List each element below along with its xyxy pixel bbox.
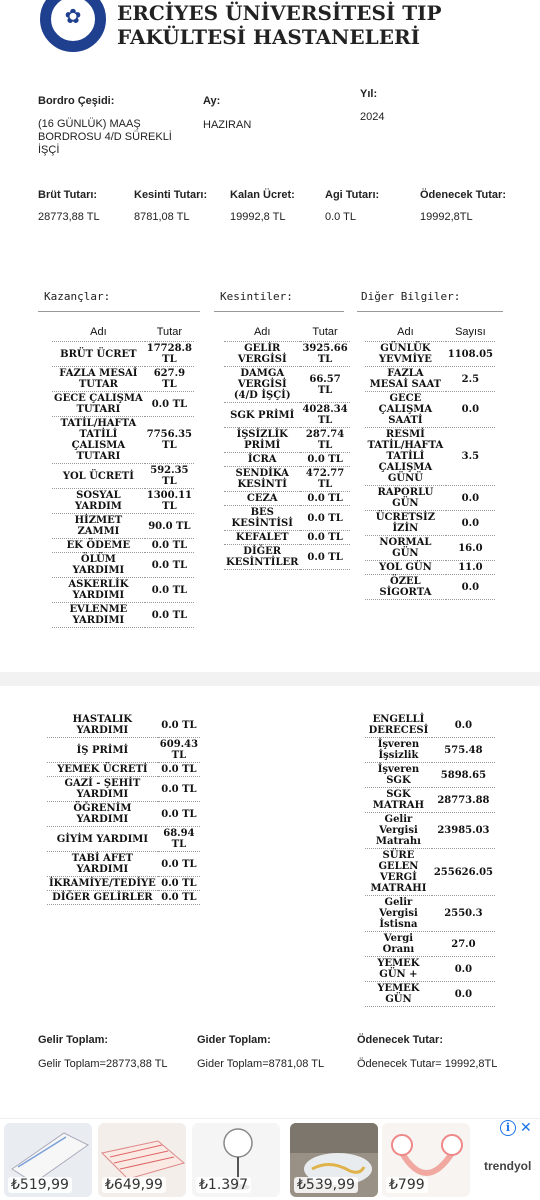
row-name: GECE ÇALIŞMA SAATİ [365,392,446,428]
kalan-label: Kalan Ücret: [230,189,295,201]
row-value: 2.5 [446,367,495,392]
table-row [47,827,200,852]
row-value: 287.74 TL [300,428,349,453]
kesintiler-table [224,324,350,570]
table-row [52,392,194,417]
row-value: 27.0 [432,932,495,957]
ad-price-3: ₺1.397 [196,1177,251,1193]
row-name: İCRA [224,453,300,467]
kazanclar-heading: Kazançlar: [44,290,111,303]
table-row [224,506,350,531]
row-value: 4028.34 TL [302,404,348,426]
gider-toplam-value: Gider Toplam=8781,08 TL [197,1058,325,1070]
row-value: 0.0 TL [300,545,349,570]
row-name: YOL ÜCRETİ [52,464,145,489]
table-row [365,511,495,536]
row-value: 0.0 TL [158,852,200,877]
row-value: 575.48 [432,738,495,763]
gelir-toplam-value: Gelir Toplam=28773,88 TL [38,1058,168,1070]
table-row [52,342,194,367]
row-name: YOL GÜN [365,561,446,575]
ad-item-2[interactable] [98,1123,186,1197]
table-row [47,777,200,802]
row-value: 0.0 TL [300,531,349,545]
row-value: 0.0 [432,957,495,982]
row-name: ASKERLİK YARDIMI [52,578,145,603]
table-row [52,514,194,539]
ad-item-1[interactable] [4,1123,92,1197]
row-name: DİĞER KESİNTİLER [226,546,299,568]
row-name: İşveren İşsizlik [365,738,432,763]
table-row [365,896,495,932]
diger-table [365,324,495,600]
row-value: 0.0 [432,982,495,1007]
row-value: 0.0 TL [145,392,194,417]
ad-item-5[interactable] [382,1123,470,1197]
section-gap [0,672,540,686]
table-row [365,428,495,486]
ad-banner[interactable] [0,1118,540,1200]
row-name: FAZLA MESAİ SAAT [365,367,446,392]
table-row [365,536,495,561]
gider-toplam-label: Gider Toplam: [197,1034,271,1046]
row-name: DİĞER GELİRLER [47,891,158,905]
row-name: KEFALET [224,531,300,545]
row-name: Gelir Vergisi Matrahı [365,813,432,849]
table-row [47,763,200,777]
row-value: 0.0 [446,486,495,511]
row-value: 0.0 TL [145,553,194,578]
row-value: 0.0 [446,392,495,428]
row-value: 0.0 TL [158,777,200,802]
col-tutar: Tutar [145,324,194,342]
col-sayisi: Sayısı [446,324,495,342]
table-row [47,738,200,763]
agi-label: Agi Tutarı: [325,189,380,201]
table-row [52,553,194,578]
odenecek-label: Ödenecek Tutar: [420,189,506,201]
ad-close-icon[interactable]: ✕ [520,1119,532,1135]
ad-item-4[interactable] [290,1123,378,1197]
row-value: 1300.11 TL [146,490,192,512]
trendyol-logo[interactable]: trendyol [484,1159,532,1173]
row-name: SGK MATRAH [365,788,432,813]
gelir-toplam-label: Gelir Toplam: [38,1034,109,1046]
row-name: FAZLA MESAİ TUTAR [52,367,145,392]
table-row [52,417,194,464]
ay-label: Ay: [203,95,221,107]
col-adi: Adı [52,324,145,342]
row-name: GÜNLÜK YEVMİYE [365,342,446,367]
ad-info-icon[interactable]: i [500,1120,516,1136]
table-row [52,603,194,628]
row-value: 3925.66 TL [302,343,348,365]
table-row [365,713,495,738]
ad-item-3[interactable] [192,1123,280,1197]
row-value: 17728.8 TL [146,343,192,365]
row-value: 2550.3 [432,896,495,932]
ad-price-4: ₺539,99 [294,1177,358,1193]
row-name: GAZİ - ŞEHİT YARDIMI [47,777,158,802]
row-name: ÖĞRENİM YARDIMI [47,802,158,827]
university-seal-logo: ✿ [40,0,106,52]
yil-value: 2024 [360,111,385,123]
row-name: Gelir Vergisi İstisna [365,896,432,932]
row-name: HİZMET ZAMMI [52,514,145,539]
kesinti-label: Kesinti Tutarı: [134,189,208,201]
row-value: 0.0 TL [145,578,194,603]
diger-divider [357,311,503,312]
diger-heading: Diğer Bilgiler: [361,290,461,303]
row-value: 0.0 [432,713,495,738]
table-row [47,713,200,738]
row-name: NORMAL GÜN [365,536,446,561]
row-name: İKRAMİYE/TEDİYE [49,878,156,889]
table-row [365,342,495,367]
odenecek-toplam-label: Ödenecek Tutar: [357,1034,443,1046]
row-value: 0.0 [446,511,495,536]
table-row [365,788,495,813]
table-row [52,578,194,603]
row-value: 592.35 TL [145,464,194,489]
table-row [224,545,350,570]
kazanclar-divider [38,311,200,312]
table-row [365,957,495,982]
title-line-1: ERCİYES ÜNİVERSİTESİ TIP [117,1,442,25]
brut-value: 28773,88 TL [38,211,100,223]
row-name: SOSYAL YARDIM [52,489,145,514]
row-value: 0.0 TL [158,802,200,827]
row-value: 7756.35 TL [145,417,194,464]
row-value: 627.9 TL [145,367,194,392]
hospital-title [117,1,537,49]
row-value: 3.5 [446,428,495,486]
kazanclar-table [52,324,194,628]
kesintiler-divider [214,311,344,312]
odenecek-value: 19992,8TL [420,211,473,223]
kesinti-value: 8781,08 TL [134,211,190,223]
table-row [224,492,350,506]
table-row [52,367,194,392]
row-value: 28773.88 [432,788,495,813]
row-value: 0.0 TL [158,763,200,777]
table-row [224,342,350,367]
agi-value: 0.0 TL [325,211,356,223]
row-value: 0.0 TL [300,492,349,506]
table-row [365,982,495,1007]
table-row [224,367,350,403]
row-name: TABİ AFET YARDIMI [47,852,158,877]
kazanclar-continued-table [47,713,200,905]
row-value: 255626.05 [432,849,495,896]
row-name: YEMEK ÜCRETİ [47,763,158,777]
ay-value: HAZIRAN [203,119,252,131]
row-name: İşveren SGK [365,763,432,788]
row-name: ENGELLİ DERECESİ [365,713,432,738]
row-value: 0.0 [446,575,495,600]
yil-label: Yıl: [360,88,378,100]
table-row [224,428,350,453]
row-value: 0.0 TL [158,877,200,891]
row-value: 0.0 TL [300,453,349,467]
row-value: 68.94 TL [158,827,200,852]
odenecek-toplam-value: Ödenecek Tutar= 19992,8TL [357,1058,498,1070]
row-name: BRÜT ÜCRET [52,342,145,367]
table-row [224,467,350,492]
row-value: 0.0 TL [145,603,194,628]
ad-price-2: ₺649,99 [102,1177,166,1193]
row-value: 66.57 TL [300,367,349,403]
title-line-2: FAKÜLTESİ HASTANELERİ [117,25,420,49]
row-name: YEMEK GÜN + [365,957,432,982]
table-row [52,464,194,489]
table-row [365,561,495,575]
row-value: 0.0 TL [158,713,200,738]
row-value: 0.0 TL [158,891,200,905]
col-adi: Adı [224,324,300,342]
row-value: 23985.03 [432,813,495,849]
table-row [52,539,194,553]
row-name: İŞ PRİMİ [47,738,158,763]
kalan-value: 19992,8 TL [230,211,286,223]
row-value: 0.0 TL [145,539,194,553]
row-name: İŞSİZLİK PRİMİ [224,428,300,453]
table-row [365,813,495,849]
table-row [365,575,495,600]
table-row [365,738,495,763]
row-value: 90.0 TL [145,514,194,539]
kesintiler-heading: Kesintiler: [220,290,293,303]
table-row [365,849,495,896]
row-name: TATİL/HAFTA TATİLİ ÇALISMA TUTARI [52,417,145,464]
row-name: CEZA [224,492,300,506]
row-name: DAMGA VERGİSİ (4/D İŞÇİ) [224,367,300,403]
row-name: ÖLÜM YARDIMI [52,553,145,578]
table-row [365,486,495,511]
table-row [365,367,495,392]
table-row [47,852,200,877]
row-name: Vergi Oranı [365,932,432,957]
row-name: RESMİ TATİL/HAFTA TATİLİ ÇALIŞMA GÜNÜ [365,428,446,486]
table-row [224,403,350,428]
diger-continued-table [365,713,495,1007]
row-name: ÖZEL SİGORTA [365,575,446,600]
row-name: SGK PRİMİ [224,403,300,428]
row-value: 11.0 [446,561,495,575]
table-row [47,877,200,891]
table-row [52,489,194,514]
row-name: GELİR VERGİSİ [224,342,300,367]
table-row [365,763,495,788]
bordro-value: (16 GÜNLÜK) MAAŞ BORDROSU 4/D SÜREKLİ İŞÇİ [38,118,172,156]
row-name: ÜCRETSİZ İZİN [365,511,446,536]
table-row [224,531,350,545]
row-name: EVLENME YARDIMI [52,603,145,628]
table-row [365,392,495,428]
row-name: EK ÖDEME [52,539,145,553]
row-name: SENDİKA KESİNTİ [224,467,300,492]
col-tutar: Tutar [300,324,349,342]
row-name: YEMEK GÜN [365,982,432,1007]
row-value: 1108.05 [446,342,495,367]
row-value: 5898.65 [432,763,495,788]
ad-price-5: ₺799 [386,1177,428,1193]
row-name: GİYİM YARDIMI [47,827,158,852]
ad-price-1: ₺519,99 [8,1177,72,1193]
row-name: RAPORLU GÜN [365,486,446,511]
row-name: GECE ÇALIŞMA TUTARI [52,392,145,417]
row-value: 0.0 TL [300,506,349,531]
row-name: SÜRE GELEN VERGİ MATRAHI [365,849,432,896]
row-value: 609.43 TL [159,739,199,761]
bordro-label: Bordro Çeşidi: [38,95,115,107]
table-row [365,932,495,957]
table-row [224,453,350,467]
row-value: 16.0 [446,536,495,561]
table-row [47,802,200,827]
row-value: 472.77 TL [300,467,349,492]
table-row [47,891,200,905]
row-name: HASTALIK YARDIMI [47,713,158,738]
row-name: BES KESİNTİSİ [224,506,300,531]
brut-label: Brüt Tutarı: [38,189,98,201]
col-adi: Adı [365,324,446,342]
